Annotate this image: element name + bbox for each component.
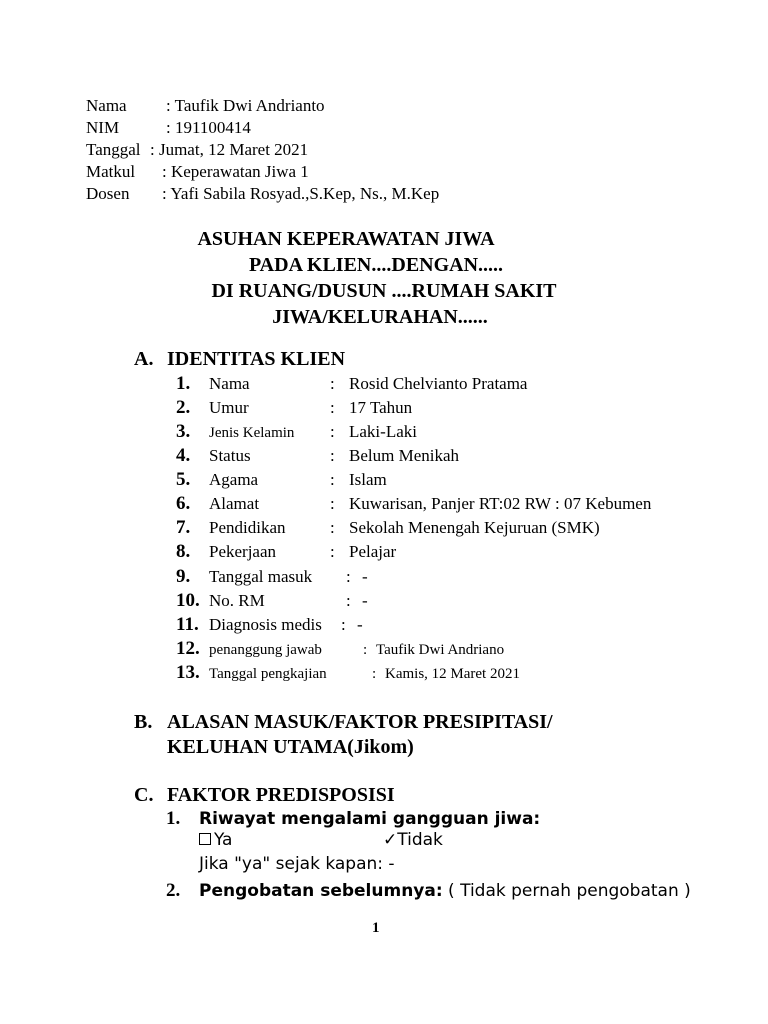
section-letter: A. (134, 348, 154, 370)
item-colon: : (341, 615, 346, 634)
section-b-heading-cont (167, 734, 414, 760)
item-number: 4. (176, 445, 191, 466)
item-label: Jenis Kelamin (209, 425, 295, 441)
item-label: Tanggal pengkajian (209, 666, 327, 682)
identity-row (176, 614, 363, 636)
item-label: Umur (209, 398, 249, 417)
option-label: Ya (214, 830, 233, 850)
item-value: - (357, 615, 363, 634)
item-number: 10. (176, 590, 200, 611)
item-label: Alamat (209, 494, 260, 513)
item-number: 7. (176, 517, 191, 538)
item-colon: : (346, 591, 351, 610)
item-value: Taufik Dwi Andriano (376, 642, 505, 658)
item-colon: : (372, 666, 377, 682)
answer-text: ( Tidak pernah pengobatan ) (442, 881, 691, 901)
identity-row (176, 493, 651, 515)
item-label: Status (209, 446, 251, 465)
item-value: 17 Tahun (349, 398, 413, 417)
header-row-dosen (86, 183, 439, 205)
item-value: Laki-Laki (349, 422, 417, 441)
item-number: 8. (176, 541, 191, 562)
item-number: 2. (166, 880, 181, 901)
item-number: 9. (176, 566, 191, 587)
header-row-nim (86, 117, 251, 139)
item-number: 6. (176, 493, 191, 514)
predisposisi-item-2 (166, 879, 691, 903)
identity-row (176, 421, 417, 444)
item-label: No. RM (209, 591, 265, 610)
identity-row (176, 566, 368, 588)
header-key: NIM (86, 118, 120, 137)
item-value: Rosid Chelvianto Pratama (349, 374, 528, 393)
item-number: 1. (176, 373, 191, 394)
item-colon: : (330, 446, 335, 465)
checkbox-empty-icon[interactable] (199, 833, 211, 845)
header-row-tanggal (86, 139, 308, 161)
item-value: Kuwarisan, Panjer RT:02 RW : 07 Kebumen (349, 494, 652, 513)
item-value: Belum Menikah (349, 446, 460, 465)
title-line: DI RUANG/DUSUN ....RUMAH SAKIT (211, 280, 557, 302)
identity-row (176, 662, 520, 685)
identity-row (176, 469, 387, 491)
item-number: 11. (176, 614, 199, 635)
document-title (120, 226, 648, 330)
identity-row (176, 517, 600, 539)
identity-row (176, 541, 396, 563)
item-colon: : (330, 542, 335, 561)
header-key: Matkul (86, 162, 136, 181)
section-title: ALASAN MASUK/FAKTOR PRESIPITASI/ (167, 711, 553, 733)
item-number: 1. (166, 808, 181, 829)
header-row-nama (86, 95, 325, 117)
section-title: IDENTITAS KLIEN (167, 348, 346, 370)
question-text: Pengobatan sebelumnya: (199, 881, 443, 901)
item-colon: : (330, 494, 335, 513)
question-text: Riwayat mengalami gangguan jiwa: (199, 809, 541, 829)
section-letter: C. (134, 784, 154, 806)
section-b-heading (134, 709, 553, 735)
item-colon: : (330, 374, 335, 393)
title-line: PADA KLIEN....DENGAN..... (248, 254, 504, 276)
item-value: - (362, 567, 368, 586)
item-value: - (362, 591, 368, 610)
identity-row (176, 397, 412, 419)
item-value: Islam (349, 470, 387, 489)
item-colon: : (330, 398, 335, 417)
header-value: : Yafi Sabila Rosyad.,S.Kep, Ns., M.Kep (162, 184, 440, 203)
header-key: Nama (86, 96, 127, 115)
section-c-heading (134, 782, 395, 808)
item-label: Nama (209, 374, 250, 393)
item-value: Pelajar (349, 542, 397, 561)
identity-row (176, 373, 527, 395)
item-number: 3. (176, 421, 191, 442)
item-label: Pekerjaan (209, 542, 277, 561)
identity-row (176, 638, 504, 661)
item-label: Diagnosis medis (209, 615, 322, 634)
section-a-heading (134, 346, 345, 372)
section-title: FAKTOR PREDISPOSISI (167, 784, 395, 806)
item-label: Agama (209, 470, 259, 489)
title-line: JIWA/KELURAHAN...... (272, 306, 488, 328)
item-colon: : (330, 470, 335, 489)
option-label: Tidak (397, 830, 443, 850)
header-value: : Taufik Dwi Andrianto (166, 96, 325, 115)
header-key: Tanggal (86, 140, 141, 159)
item-colon: : (346, 567, 351, 586)
title-line: ASUHAN KEPERAWATAN JIWA (197, 228, 495, 250)
item-label: penanggung jawab (209, 642, 322, 658)
item-label: Pendidikan (209, 518, 286, 537)
item-colon: : (330, 422, 335, 441)
header-value: : 191100414 (166, 118, 251, 137)
item-number: 2. (176, 397, 191, 418)
item-number: 5. (176, 469, 191, 490)
section-letter: B. (134, 711, 153, 733)
identity-row (176, 590, 368, 612)
predisposisi-item-1 (166, 807, 540, 831)
identity-row (176, 445, 459, 467)
section-title: KELUHAN UTAMA(Jikom) (167, 736, 414, 758)
header-value: : Jumat, 12 Maret 2021 (150, 140, 309, 159)
item-label: Tanggal masuk (209, 567, 313, 586)
item-number: 12. (176, 638, 200, 659)
header-value: : Keperawatan Jiwa 1 (162, 162, 309, 181)
item-number: 13. (176, 662, 200, 683)
item-colon: : (330, 518, 335, 537)
item-colon: : (363, 642, 368, 658)
item-value: Sekolah Menengah Kejuruan (SMK) (349, 518, 600, 537)
option-tidak[interactable] (383, 830, 443, 850)
option-ya[interactable] (199, 830, 232, 850)
followup-text: Jika "ya" sejak kapan: - (199, 854, 395, 874)
header-key: Dosen (86, 184, 130, 203)
checkmark-icon: ✓ (383, 830, 398, 850)
item-value: Kamis, 12 Maret 2021 (385, 666, 520, 682)
page-number: 1 (372, 920, 380, 936)
header-row-matkul (86, 161, 309, 183)
